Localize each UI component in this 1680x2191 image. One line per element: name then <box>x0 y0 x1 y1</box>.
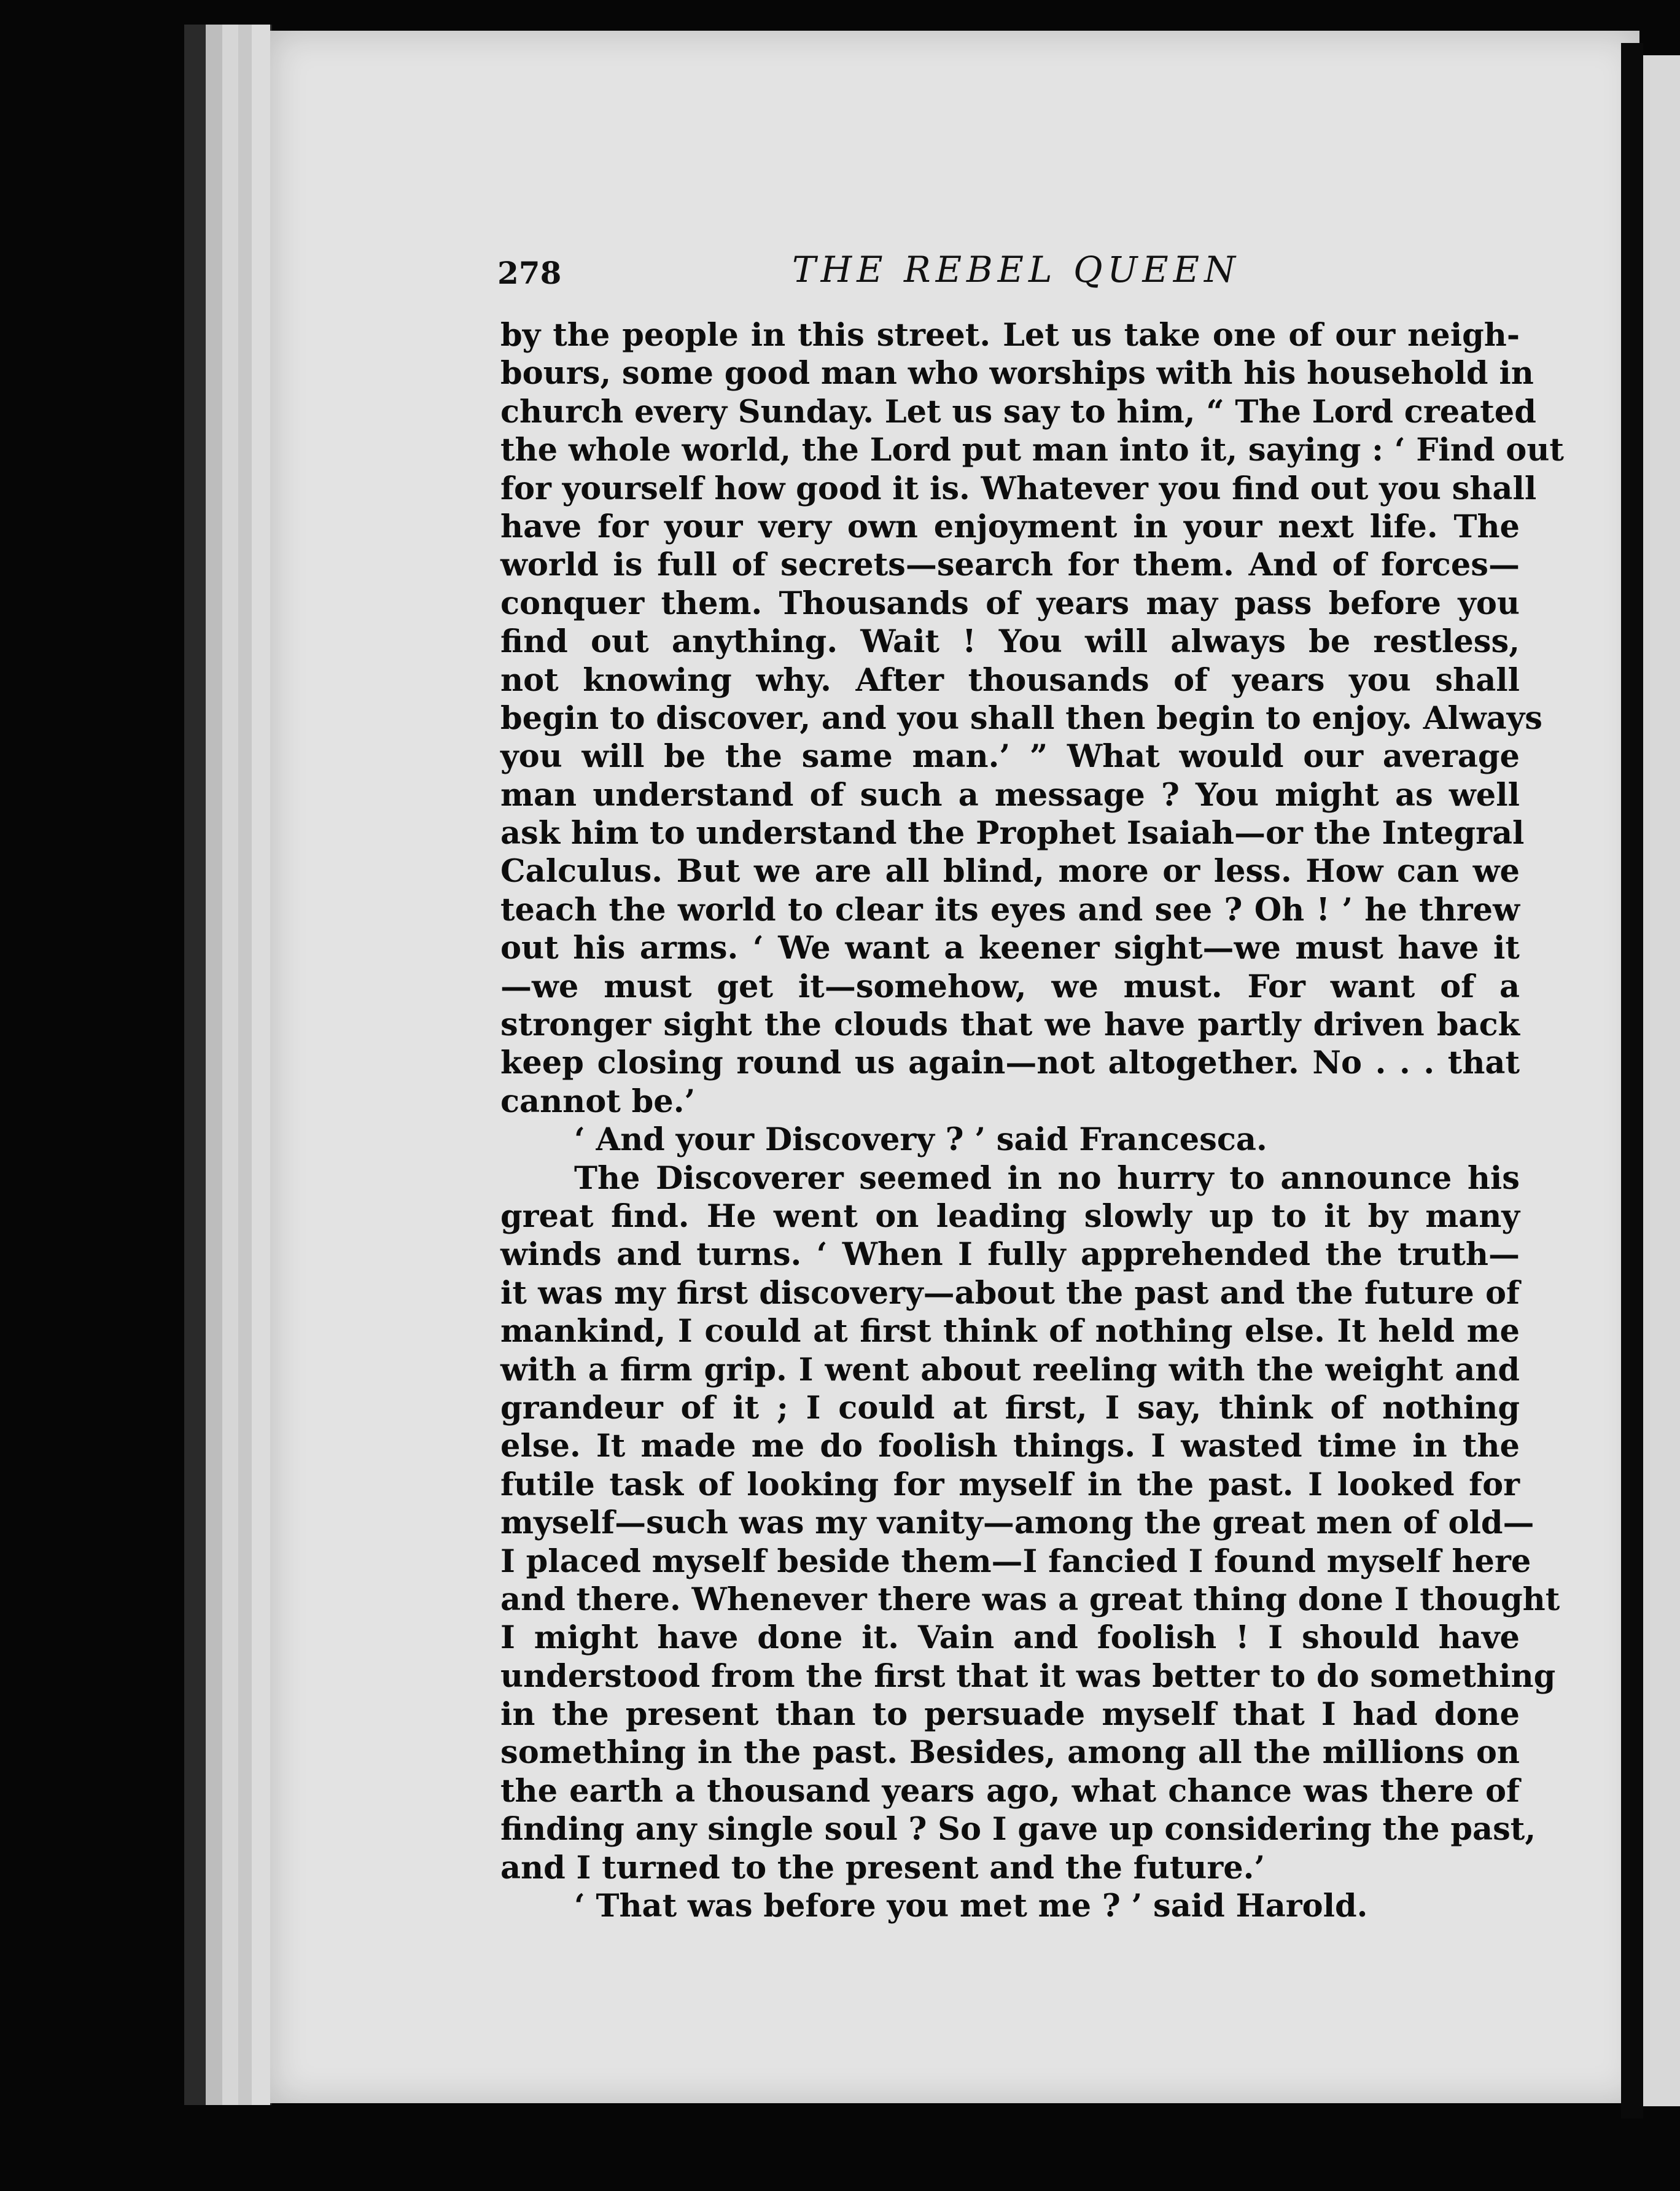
text-line: teach the world to clear its eyes and see ? Oh ! ’ he threw <box>500 891 1520 928</box>
running-title: THE REBEL QUEEN <box>792 249 1240 290</box>
text-line: it was my first discovery—about the past and the future of <box>500 1274 1520 1312</box>
text-line: and there. Whenever there was a great thing done I thought <box>500 1581 1560 1618</box>
text-line: winds and turns. ‘ When I fully apprehended the truth— <box>500 1236 1520 1274</box>
text-line: ‘ That was before you met me ? ’ said Harold. <box>574 1888 1368 1925</box>
text-line: church every Sunday. Let us say to him, “ The Lord created <box>500 393 1536 430</box>
text-line: ask him to understand the Prophet Isaiah—or the Integral <box>500 815 1525 852</box>
text-line: grandeur of it ; I could at first, I say, think of nothing <box>500 1389 1520 1426</box>
running-header <box>497 243 1504 310</box>
text-line: I placed myself beside them—I fancied I found myself here <box>500 1543 1531 1580</box>
text-line: stronger sight the clouds that we have partly driven back <box>500 1006 1520 1044</box>
text-line: —we must get it—somehow, we must. For want of a <box>500 968 1520 1005</box>
text-line: bours, some good man who worships with his household in <box>500 355 1534 392</box>
text-line: I might have done it. Vain and foolish ! I should have <box>500 1619 1520 1657</box>
text-line: great find. He went on leading slowly up to it by many <box>500 1197 1520 1235</box>
text-line: keep closing round us again—not altogether. No . . . that <box>500 1045 1520 1082</box>
text-line: find out anything. Wait ! You will always be restless, <box>500 623 1520 661</box>
page-edge <box>252 25 272 2105</box>
text-line: finding any single soul ? So I gave up considering the past, <box>500 1811 1536 1848</box>
text-line: futile task of looking for myself in the past. I looked for <box>500 1466 1520 1503</box>
body-text <box>500 316 1564 1925</box>
text-line: conquer them. Thousands of years may pass before you <box>500 585 1520 622</box>
text-line: else. It made me do foolish things. I wasted time in the <box>500 1428 1520 1465</box>
text-line: something in the past. Besides, among all the millions on <box>500 1734 1520 1772</box>
text-line: the whole world, the Lord put man into it, saying : ‘ Find out <box>500 432 1564 469</box>
text-line: cannot be.’ <box>500 1083 696 1120</box>
text-line: for yourself how good it is. Whatever you find out you shall <box>500 470 1537 507</box>
text-line: you will be the same man.’ ” What would our average <box>500 738 1520 776</box>
text-line: ‘ And your Discovery ? ’ said Francesca. <box>574 1121 1267 1159</box>
page-number: 278 <box>497 255 562 291</box>
text-line: man understand of such a message ? You might as well <box>500 776 1520 814</box>
text-line: understood from the first that it was better to do something <box>500 1657 1556 1695</box>
text-line: mankind, I could at first think of nothing else. It held me <box>500 1313 1520 1350</box>
text-line: not knowing why. After thousands of years you shall <box>500 661 1520 699</box>
facing-page-edge <box>1643 55 1680 2106</box>
text-line: with a firm grip. I went about reeling with the weight and <box>500 1351 1520 1388</box>
text-line: begin to discover, and you shall then begin to enjoy. Always <box>500 699 1542 737</box>
text-line: The Discoverer seemed in no hurry to announce his <box>574 1159 1520 1197</box>
text-line: the earth a thousand years ago, what chance was there of <box>500 1772 1520 1810</box>
binding-gutter <box>1621 43 1643 2119</box>
text-line: in the present than to persuade myself that I had done <box>500 1696 1520 1734</box>
text-line: world is full of secrets—search for them. And of forces— <box>500 547 1520 584</box>
text-line: Calculus. But we are all blind, more or less. How can we <box>500 853 1520 890</box>
text-line: have for your very own enjoyment in your next life. The <box>500 508 1520 545</box>
text-line: and I turned to the present and the future.’ <box>500 1849 1266 1886</box>
text-line: out his arms. ‘ We want a keener sight—we must have it <box>500 930 1520 967</box>
text-line: by the people in this street. Let us take one of our neigh- <box>500 317 1520 354</box>
text-line: myself—such was my vanity—among the great men of old— <box>500 1504 1534 1542</box>
